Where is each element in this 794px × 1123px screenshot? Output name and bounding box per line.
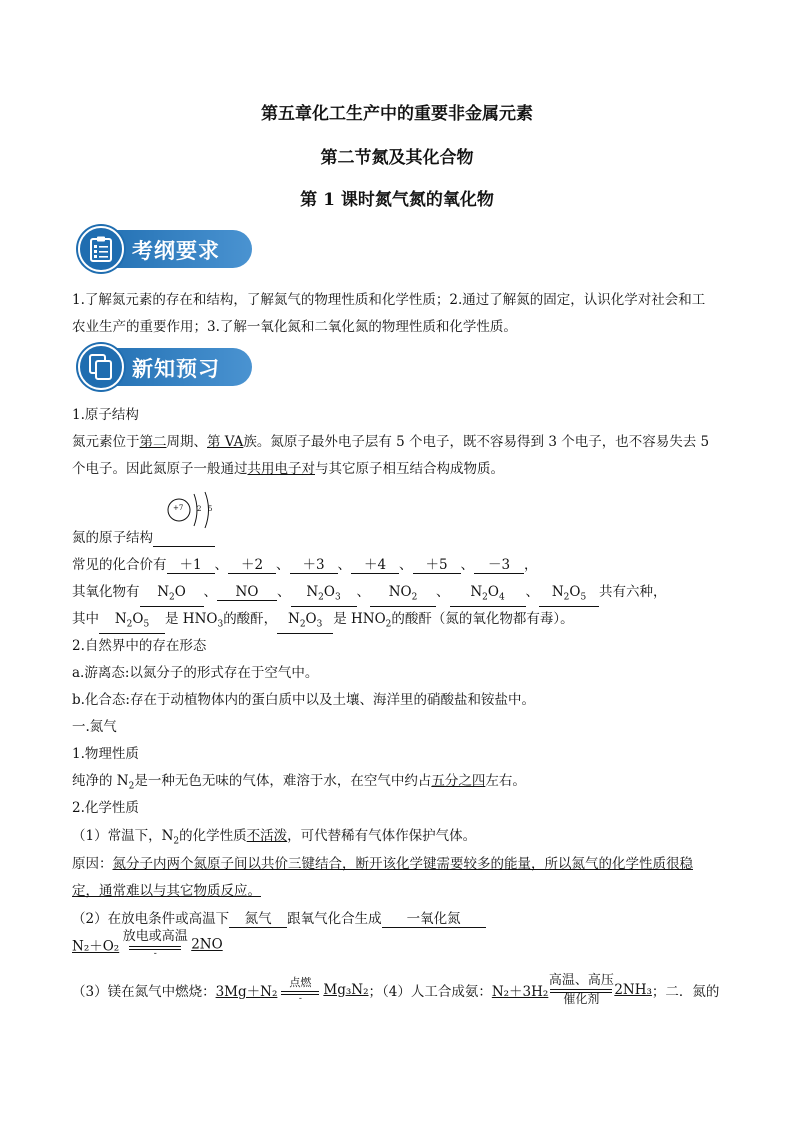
- equation-n2-o2: N₂＋O₂ 放电或高温 - 2NO: [72, 929, 223, 959]
- oxide-no2: $NO_2$: [370, 585, 436, 607]
- valence-value: ＋5: [413, 558, 461, 574]
- oxide-n2o: $N_2O$: [140, 585, 204, 607]
- preview-banner-label: 新知预习: [132, 356, 220, 381]
- atom-structure-line: 氮的原子结构: [72, 526, 722, 547]
- valence-value: －3: [474, 558, 524, 574]
- preview-banner: [78, 344, 254, 388]
- chem-heading: 2.化学性质: [72, 800, 139, 816]
- syllabus-banner: [78, 226, 254, 270]
- anhydride-line: 其中 $N_2O_5$ 是 $HNO_3$的酸酐， $N_2O_3$ 是 $HNO_2$的酸酐（氮的氧化物都有毒）。: [72, 607, 722, 634]
- reason-line-2: 定，通常难以与其它物质反应。: [72, 883, 261, 899]
- valence-value: ＋2: [228, 558, 276, 574]
- reason-line-1: 原因：氮分子内两个氮原子间以共价三键结合，断开该化学键需要较多的能量，所以氮气的化学性质很稳: [72, 856, 693, 872]
- syllabus-line-2: 农业生产的重要作用；3.了解一氧化氮和二氧化氮的物理性质和化学性质。: [72, 319, 517, 335]
- nucleus-charge: +7: [173, 504, 184, 512]
- oxides-line: 其氧化物有 $N_2O$ 、 NO 、 $N_2O_3$ 、 $NO_2$ 、 $N_2O_4$ 、 $N_2O_5$ 共有六种，: [72, 580, 722, 607]
- atom-line-1: 氮元素位于第二周期、第 VA族。氮原子最外电子层有 5 个电子，既不容易得到 3 个电子，也不容易失去 5: [72, 434, 710, 450]
- valence-value: ＋1: [167, 558, 215, 574]
- oxide-no: NO: [217, 585, 277, 601]
- chapter-title: 第五章化工生产中的重要非金属元素: [261, 104, 533, 124]
- clipboard-icon: [78, 226, 124, 272]
- documents-icon: [78, 344, 124, 390]
- nitrogen-heading: 一.氮气: [72, 719, 117, 735]
- chem-point-2: （2）在放电条件或高温下 氮气 跟氧气化合生成 一氧化氮: [72, 907, 722, 928]
- atom-line-2: 个电子。因此氮原子一般通过共用电子对与其它原子相互结合构成物质。: [72, 461, 504, 477]
- lesson-title: 第 1 课时氮气氮的氧化物: [300, 190, 494, 210]
- syllabus-line-1: 1.了解氮元素的存在和结构，了解氮气的物理性质和化学性质；2.通过了解氮的固定，认识化学对社会和工: [72, 292, 706, 308]
- oxide-n2o4: $N_2O_4$: [450, 585, 526, 607]
- shell-2-count: 5: [208, 505, 213, 513]
- nature-combined: b.化合态:存在于动植物体内的蛋白质中以及土壤、海洋里的硝酸盐和铵盐中。: [72, 692, 535, 708]
- phys-heading: 1.物理性质: [72, 746, 139, 762]
- valence-line: 常见的化合价有 ＋1 、 ＋2 、 ＋3 、 ＋4 、 ＋5 、 －3 ，: [72, 557, 538, 573]
- nature-heading: 2.自然界中的存在形态: [72, 638, 207, 654]
- valence-value: ＋4: [351, 558, 399, 574]
- atom-heading: 1.原子结构: [72, 407, 139, 423]
- nature-free: a.游离态:以氮分子的形式存在于空气中。: [72, 665, 319, 681]
- shell-1-count: 2: [197, 505, 202, 513]
- valence-value: ＋3: [290, 558, 338, 574]
- oxide-n2o3: $N_2O_3$: [291, 585, 357, 607]
- oxide-n2o5: $N_2O_5$: [539, 585, 599, 607]
- phys-line: 纯净的 $N_2$是一种无色无味的气体，难溶于水，在空气中约占五分之四左右。: [72, 773, 526, 792]
- syllabus-banner-label: 考纲要求: [132, 238, 220, 263]
- chem-point-1: （1）常温下，$N_2$的化学性质不活泼，可代替稀有气体作保护气体。: [72, 828, 477, 847]
- section-title: 第二节氮及其化合物: [320, 148, 474, 168]
- equations-line: （3）镁在氮气中燃烧：3Mg＋N₂ 点燃 - Mg₃N₂；（4）人工合成氨：N₂＋3H₂ 高温、高压 催化剂 2NH₃；二．氮的: [72, 973, 720, 1006]
